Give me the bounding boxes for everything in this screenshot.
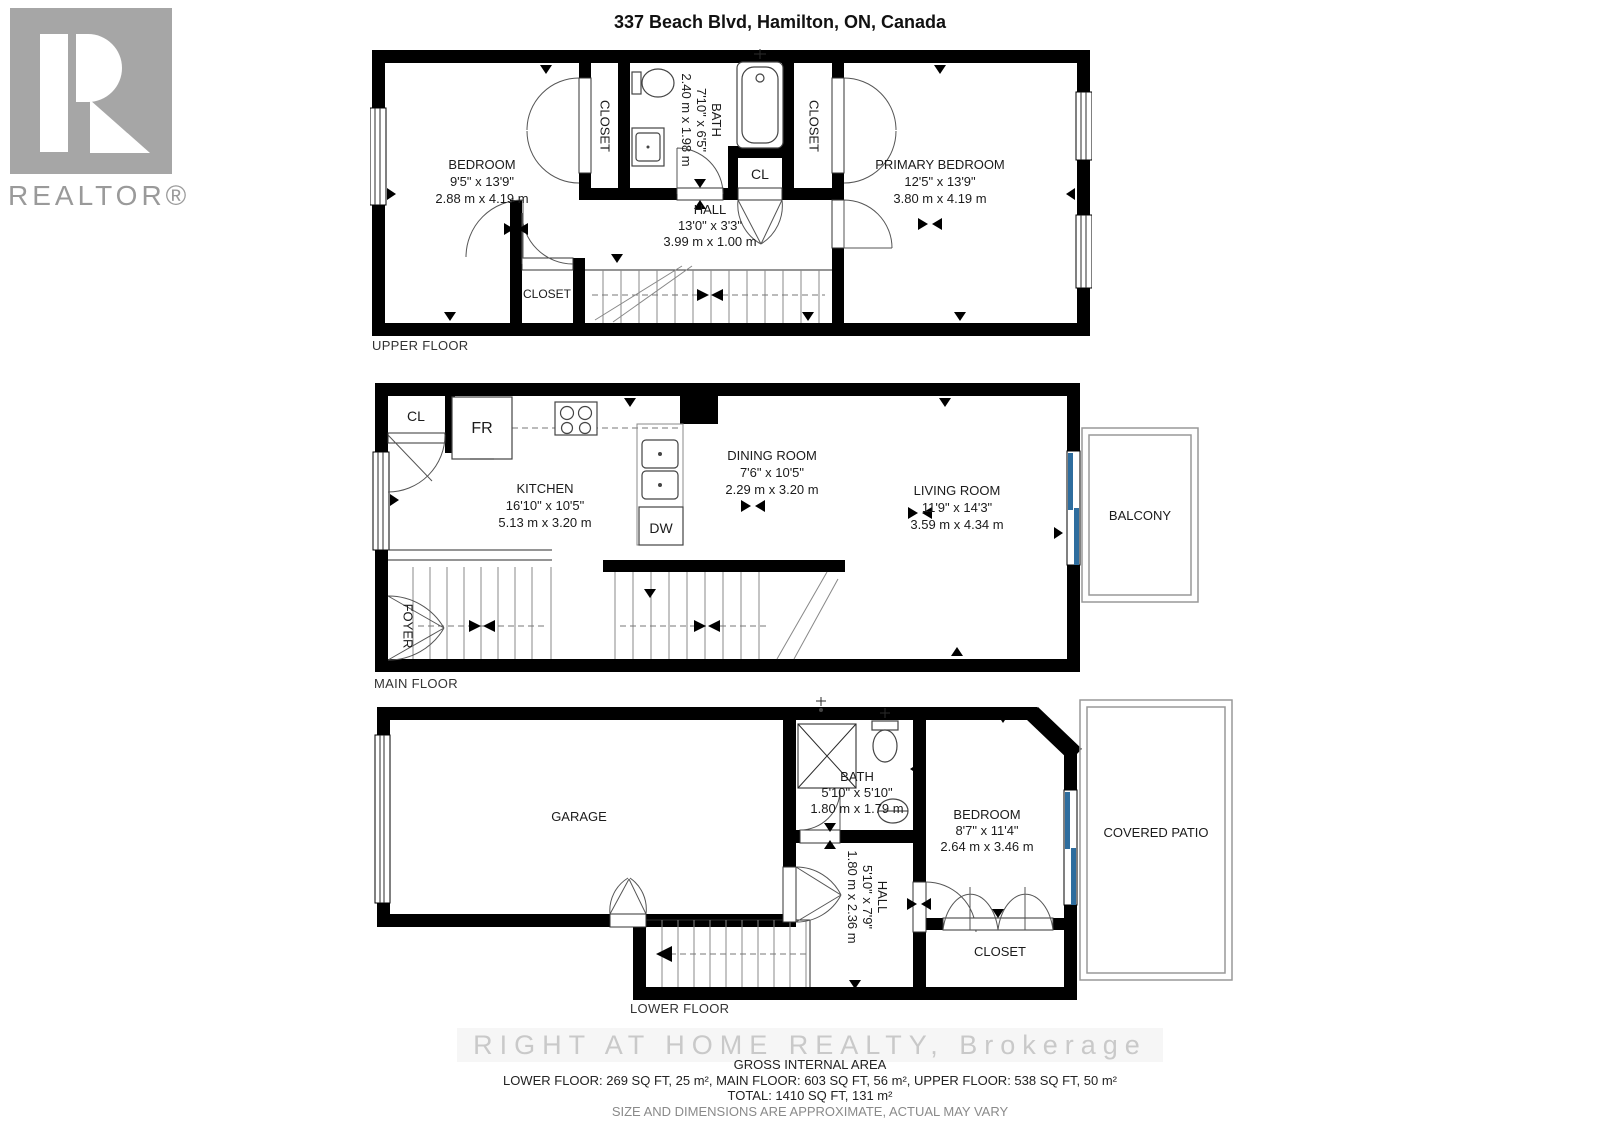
room-label: CLOSET <box>597 99 613 153</box>
balcony-sliding-door-icon <box>1067 451 1080 565</box>
room-dim-metric: 2.40 m x 1.98 m <box>679 73 694 167</box>
disclaimer-line: SIZE AND DIMENSIONS ARE APPROXIMATE, ACTUAL MAY VARY <box>611 1103 1009 1119</box>
room-dim-imperial: 13'0" x 3'3" <box>677 218 743 233</box>
kitchen-sink-icon <box>642 440 678 499</box>
room-dim-imperial: 12'5" x 13'9" <box>904 174 976 189</box>
room-label: DINING ROOM <box>727 448 817 463</box>
room-dim-metric: 1.80 m x 2.36 m <box>845 850 860 944</box>
room-label: FOYER <box>400 603 416 649</box>
room-dim-metric: 3.59 m x 4.34 m <box>910 517 1004 532</box>
main-floor-label: MAIN FLOOR <box>374 676 458 691</box>
room-dim-metric: 1.80 m x 1.79 m <box>810 801 904 816</box>
realtor-logo-text: REALTOR® <box>8 180 191 211</box>
room-label: CL <box>751 166 769 182</box>
room-dim-metric: 2.64 m x 3.46 m <box>940 839 1034 854</box>
toilet-icon <box>632 69 674 97</box>
room-label: BALCONY <box>1108 508 1172 523</box>
room-dim-imperial: 9'5" x 13'9" <box>449 174 515 189</box>
room-label: PRIMARY BEDROOM <box>875 157 1005 172</box>
room-label: CL <box>407 408 425 424</box>
room-dim-imperial: 7'6" x 10'5" <box>739 465 805 480</box>
room-dim-imperial: 16'10" x 10'5" <box>505 498 585 513</box>
room-dim-metric: 3.99 m x 1.00 m <box>663 234 757 249</box>
room-label: FR <box>471 420 493 437</box>
patio-sliding-door-icon <box>1064 790 1077 905</box>
room-dim-imperial: 7'10" x 6'5" <box>694 87 709 153</box>
sink-vanity-icon <box>632 128 664 166</box>
room-label: GARAGE <box>551 809 607 824</box>
room-dim-imperial: 8'7" x 11'4" <box>955 823 1019 838</box>
garage-door-icon <box>375 735 390 903</box>
room-label: COVERED PATIO <box>1103 825 1209 840</box>
lower-stairs <box>646 920 810 987</box>
floor-areas-line: LOWER FLOOR: 269 SQ FT, 25 m², MAIN FLOOR: 603 SQ FT, 56 m², UPPER FLOOR: 538 SQ FT, 50 m² <box>502 1072 1118 1088</box>
upper-floor-label: UPPER FLOOR <box>372 338 469 353</box>
room-dim-metric: 2.29 m x 3.20 m <box>725 482 819 497</box>
room-label: DW <box>649 520 673 536</box>
room-dim-imperial: 5'10" x 5'10" <box>821 785 893 800</box>
main-stairs <box>388 550 845 659</box>
gross-internal-area-title: GROSS INTERNAL AREA <box>733 1057 887 1072</box>
room-label: CLOSET <box>522 287 572 301</box>
room-label: CLOSET <box>973 944 1027 959</box>
lower-floor-label: LOWER FLOOR <box>630 1001 730 1016</box>
room-dim-metric: 2.88 m x 4.19 m <box>435 191 529 206</box>
bathtub-icon <box>737 62 783 148</box>
room-label: LIVING ROOM <box>913 483 1001 498</box>
patio-outline <box>1080 700 1232 980</box>
room-dim-imperial: 11'9" x 14'3" <box>921 500 993 515</box>
room-label: BATH <box>840 769 874 784</box>
room-label: KITCHEN <box>516 481 574 496</box>
gross-area-footer <box>0 1057 1600 1119</box>
toilet-icon <box>872 721 898 762</box>
room-dim-metric: 3.80 m x 4.19 m <box>893 191 987 206</box>
total-area-line: TOTAL: 1410 SQ FT, 131 m² <box>727 1088 893 1103</box>
lower-room-labels <box>551 769 1208 959</box>
upper-floor-plan <box>370 48 1092 338</box>
main-window <box>373 452 389 550</box>
brokerage-watermark: RIGHT AT HOME REALTY, Brokerage <box>0 1030 1600 1061</box>
lower-floor-plan <box>370 697 1250 1007</box>
room-label: HALL <box>693 202 727 217</box>
room-dim-imperial: 5'10" x 7'9" <box>860 864 875 930</box>
page-title: 337 Beach Blvd, Hamilton, ON, Canada <box>613 12 947 32</box>
room-label: BATH <box>709 103 724 137</box>
main-floor-plan <box>370 383 1230 683</box>
room-label: HALL <box>875 880 890 914</box>
room-dim-metric: 5.13 m x 3.20 m <box>498 515 592 530</box>
room-label: CLOSET <box>806 99 822 153</box>
room-label: BEDROOM <box>448 157 516 172</box>
room-label: BEDROOM <box>953 807 1021 822</box>
stove-icon <box>555 402 597 435</box>
upper-stairs <box>585 266 832 323</box>
